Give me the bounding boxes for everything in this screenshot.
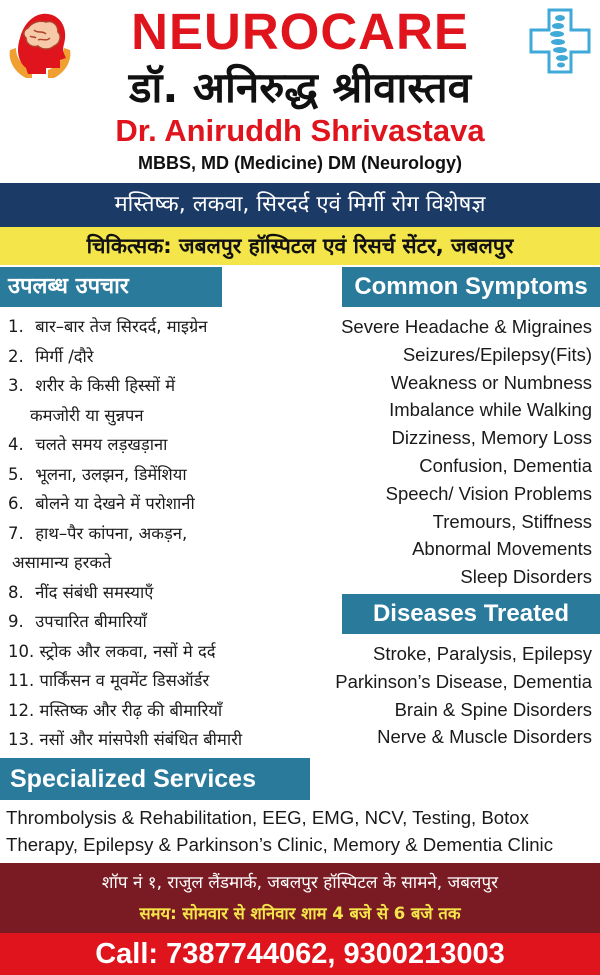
brand-title: NEUROCARE — [131, 3, 469, 60]
treatment-item: 7. हाथ–पैर कांपना, अकड़न, असामान्य हरकते — [8, 523, 188, 572]
symptom-item: Abnormal Movements — [412, 538, 592, 560]
symptom-item: Severe Headache & Migraines — [341, 316, 592, 337]
services-description — [6, 804, 596, 858]
diseases-list — [330, 640, 592, 751]
treatments-heading: उपलब्ध उपचार — [0, 267, 222, 307]
symptom-item: Tremours, Stiffness — [432, 510, 592, 532]
disease-item: Parkinson’s Disease, Dementia — [335, 670, 592, 692]
doctor-name-hindi: डॉ. अनिरुद्ध श्रीवास्तव — [129, 63, 471, 112]
clinic-address: शॉप नं १, राजुल लैंडमार्क, जबलपुर हॉस्पिटल के सामने, जबलपुर — [101, 873, 499, 893]
disease-item: Stroke, Paralysis, Epilepsy — [372, 643, 592, 664]
services-line: Therapy, Epilepsy & Parkinson’s Clinic, Memory & Dementia Clinic — [6, 834, 553, 855]
treatment-item: 4. चलते समय लड़खड़ाना — [8, 435, 168, 454]
treatment-item: 9. उपचारित बीमारियाँ — [8, 612, 147, 631]
symptom-item: Speech/ Vision Problems — [385, 482, 592, 504]
specialist-banner: मस्तिष्क, लकवा, सिरदर्द एवं मिर्गी रोग विशेषज्ञ — [0, 183, 600, 227]
treatment-item: 8. नींद संबंधी समस्याएँ — [8, 582, 154, 602]
treatment-item: 6. बोलने या देखने में परोशानी — [8, 494, 195, 513]
treatment-item: 3. शरीर के किसी हिस्सों में कमजोरी या सुन्नपन — [8, 376, 176, 425]
disease-item: Nerve & Muscle Disorders — [377, 726, 592, 748]
treatment-item: 11. पार्किंसन व मूवमेंट डिसऑर्डर — [8, 671, 210, 690]
disease-item: Brain & Spine Disorders — [394, 698, 592, 720]
symptom-item: Weakness or Numbness — [390, 371, 592, 393]
symptom-item: Imbalance while Walking — [389, 399, 592, 421]
treatment-item: 1. बार–बार तेज सिरदर्द, माइग्रेन — [8, 317, 208, 336]
header — [0, 0, 600, 183]
treatment-item: 2. मिर्गी /दौरे — [8, 346, 94, 366]
treatment-item: 5. भूलना, उलझन, डिमेंशिया — [8, 464, 187, 484]
call-banner: Call: 7387744062, 9300213003 — [0, 933, 600, 975]
treatment-item: 12. मस्तिष्क और रीढ़ की बीमारियाँ — [8, 700, 223, 720]
hospital-banner: चिकित्सक: जबलपुर हॉस्पिटल एवं रिसर्च सेंटर, जबलपुर — [0, 227, 600, 265]
symptom-item: Sleep Disorders — [460, 566, 592, 588]
address-banner — [0, 863, 600, 933]
symptom-item: Seizures/Epilepsy(Fits) — [402, 343, 592, 365]
treatment-item: 13. नसों और मांसपेशी संबंधित बीमारी — [8, 730, 243, 749]
diseases-heading: Diseases Treated — [342, 594, 600, 634]
symptoms-list — [330, 313, 592, 591]
treatment-item: 10. स्ट्रोक और लकवा, नसों मे दर्द — [8, 641, 216, 661]
clinic-timing: समय: सोमवार से शनिवार शाम 4 बजे से 6 बजे तक — [139, 904, 461, 923]
doctor-name-english: Dr. Aniruddh Shrivastava — [115, 113, 485, 148]
services-heading: Specialized Services — [0, 758, 310, 800]
symptom-item: Confusion, Dementia — [419, 454, 592, 476]
services-line: Thrombolysis & Rehabilitation, EEG, EMG, NCV, Testing, Botox — [6, 807, 529, 828]
symptom-item: Dizziness, Memory Loss — [391, 427, 592, 449]
doctor-degrees: MBBS, MD (Medicine) DM (Neurology) — [138, 153, 462, 173]
symptoms-heading: Common Symptoms — [342, 267, 600, 307]
treatments-list — [8, 312, 338, 755]
